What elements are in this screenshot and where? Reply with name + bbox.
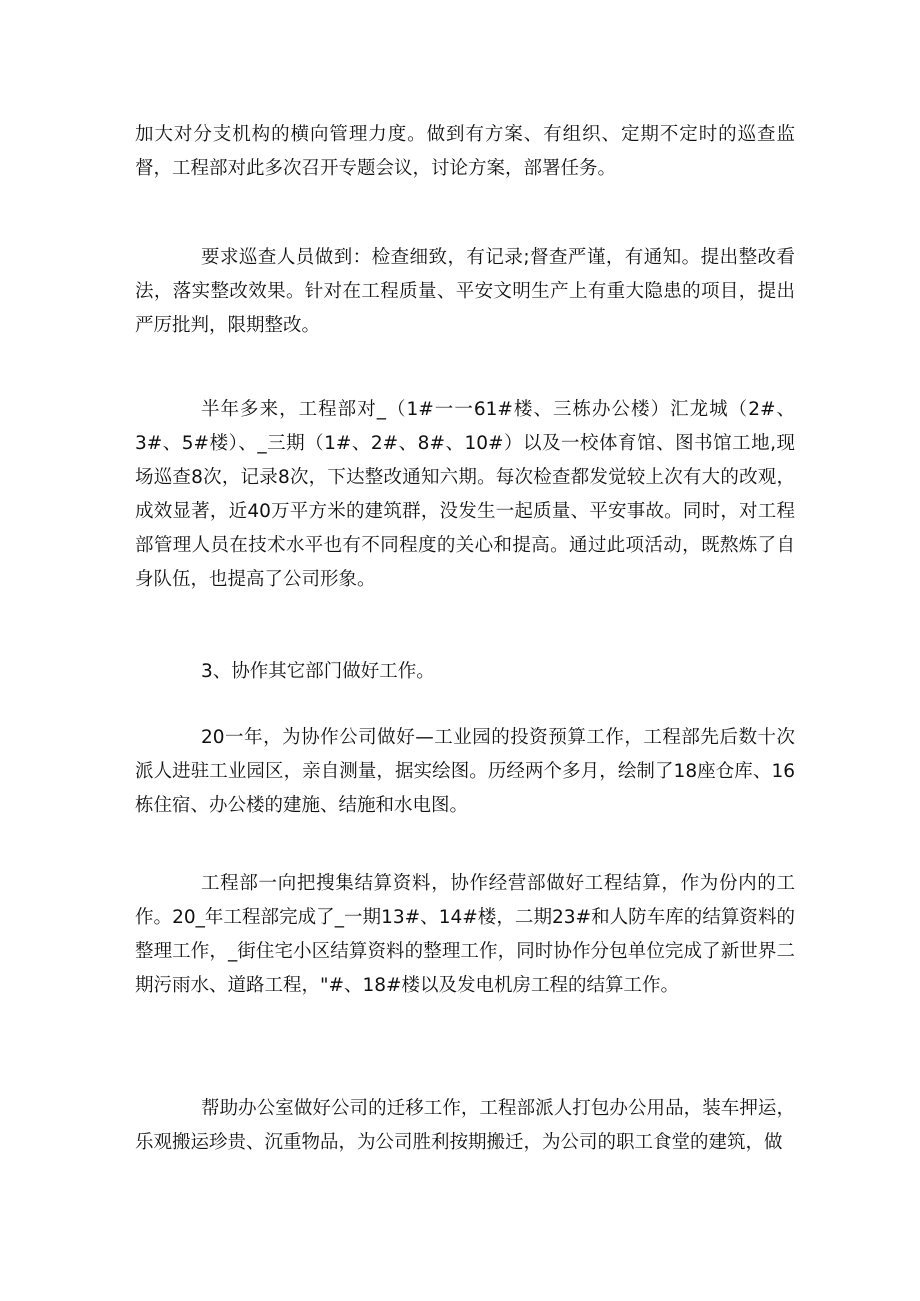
paragraph-6: 帮助办公室做好公司的迁移工作，工程部派人打包办公用品，装车押运，乐观搬运珍贵、沉重物品，为公司胜利按期搬迁，为公司的职工食堂的建筑，做	[135, 1098, 795, 1153]
paragraph-2: 要求巡查人员做到：检查细致，有记录;督查严谨，有通知。提出整改看法，落实整改效果。针对在工程质量、平安文明生产上有重大隐患的项目，提出严厉批判，限期整改。	[135, 247, 795, 336]
section-heading-3: 3、协作其它部门做好工作。	[201, 661, 435, 682]
paragraph-1: 加大对分支机构的横向管理力度。做到有方案、有组织、定期不定时的巡查监督，工程部对此多次召开专题会议，讨论方案，部署任务。	[135, 124, 795, 179]
paragraph-4: 20一年，为协作公司做好—工业园的投资预算工作，工程部先后数十次派人进驻工业园区，亲自测量，据实绘图。历经两个多月，绘制了18座仓库、16栋住宿、办公楼的建施、结施和水电图。	[135, 727, 795, 816]
paragraph-5: 工程部一向把搜集结算资料，协作经营部做好工程结算，作为份内的工作。20_年工程部完成了_一期13#、14#楼，二期23#和人防车库的结算资料的整理工作，_街住宅小区结算资料的整理工作，同时协作分包单位完成了新世界二期污雨水、道路工程，"#、18#楼以及发电机房工程的结算工作。	[135, 873, 795, 996]
paragraph-3: 半年多来，工程部对_（1#一一61#楼、三栋办公楼）汇龙城（2#、3#、5#楼）、_三期（1#、2#、8#、10#）以及一校体育馆、图书馆工地,现场巡查8次，记录8次，下达整改通知六期。每次检查都发觉较上次有大的改观，成效显著，近40万平方米的建筑群，没发生一起质量、平安事故。同时，对工程部管理人员在技术水平也有不同程度的关心和提高。通过此项活动，既熬炼了自身队伍，也提高了公司形象。	[135, 399, 795, 590]
